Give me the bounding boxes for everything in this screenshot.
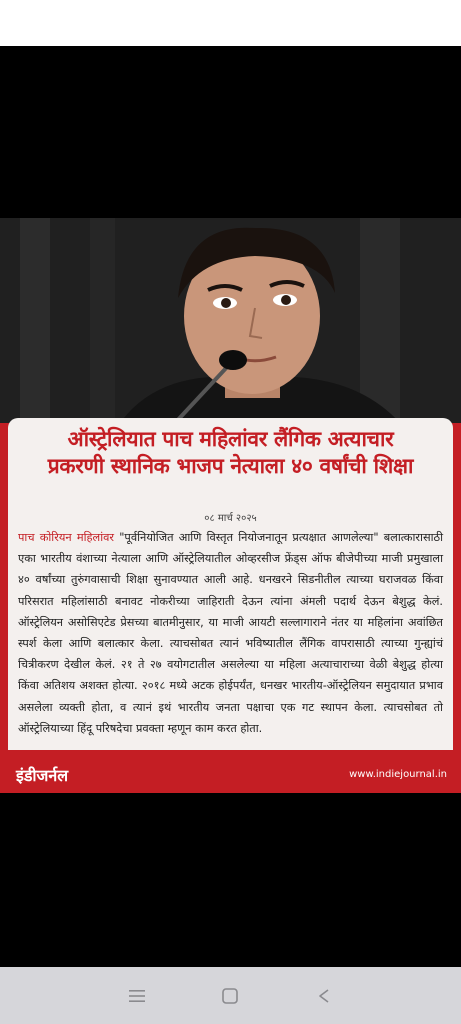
news-card[interactable] — [0, 218, 461, 793]
article-panel — [8, 508, 453, 750]
recent-apps-icon — [128, 988, 146, 1004]
headline-line-2: प्रकरणी स्थानिक भाजप नेत्याला ४० वर्षांची शिक्षा — [47, 454, 414, 478]
news-photo — [0, 218, 461, 423]
status-bar — [0, 0, 461, 46]
headline-panel — [8, 418, 453, 510]
back-button[interactable] — [304, 976, 344, 1016]
website-url: www.indiejournal.in — [349, 769, 447, 780]
recent-apps-button[interactable] — [117, 976, 157, 1016]
brand-logo: इंडीजर्नल — [16, 766, 69, 785]
home-icon — [221, 987, 239, 1005]
bottom-letterbox — [0, 793, 461, 967]
headline-line-1: ऑस्ट्रेलियात पाच महिलांवर लैंगिक अत्याचार — [67, 427, 394, 451]
article-body — [18, 527, 443, 739]
article-lead: पाच कोरियन महिलांवर — [18, 531, 115, 544]
home-button[interactable] — [210, 976, 250, 1016]
article-date: ०८ मार्च २०२५ — [204, 513, 257, 524]
article-text: "पूर्वनियोजित आणि विस्तृत नियोजनातून प्रत्यक्षात आणलेल्या" बलात्कारासाठी एका भारतीय वंशाच्या नेत्याला आणि ऑस्ट्रेलियातील ओव्हरसीज फ्रेंड्स ऑफ बीजेपीच्या माजी प्रमुखाला ४० वर्षांच्या तुरुंगवासाची शिक्षा सुनावण्यात आली आहे. धनखरने सिडनीतील त्याच्या घराजवळ किंवा परिसरात महिलांसाठी बनावट नोकरीच्या जाहिराती देऊन त्यांना अंमली पदार्थ देऊन बेशुद्ध केलं. ऑस्ट्रेलियन असोसिएटेड प्रेसच्या बातमीनुसार, या माजी आयटी सल्लागाराने नंतर या महिलांना अवांछित स्पर्श केला आणि बलात्कार केला. त्याचसोबत त्यानं भविष्यातील लैंगिक वापरासाठी त्याच्या गुन्ह्यांचं चित्रीकरण देखील केलं. २१ ते २७ वयोगटातील असलेल्या या महिला अत्याचाराच्या वेळी बेशुद्ध होत्या किंवा अतिशय अशक्त होत्या. २०१८ मध्ये अटक होईपर्यंत, धनखर भारतीय-ऑस्ट्रेलियन समुदायात प्रभाव असलेला व्यक्ती होता, व त्यानं इथं भारतीय जनता पक्षाचा एक गट स्थापन केला. त्याचसोबत तो ऑस्ट्रेलियाच्या हिंदू परिषदेचा प्रवक्ता म्हणून काम करत होता. — [18, 531, 444, 735]
top-letterbox — [0, 46, 461, 218]
navigation-bar — [0, 967, 461, 1024]
back-icon — [315, 987, 333, 1005]
